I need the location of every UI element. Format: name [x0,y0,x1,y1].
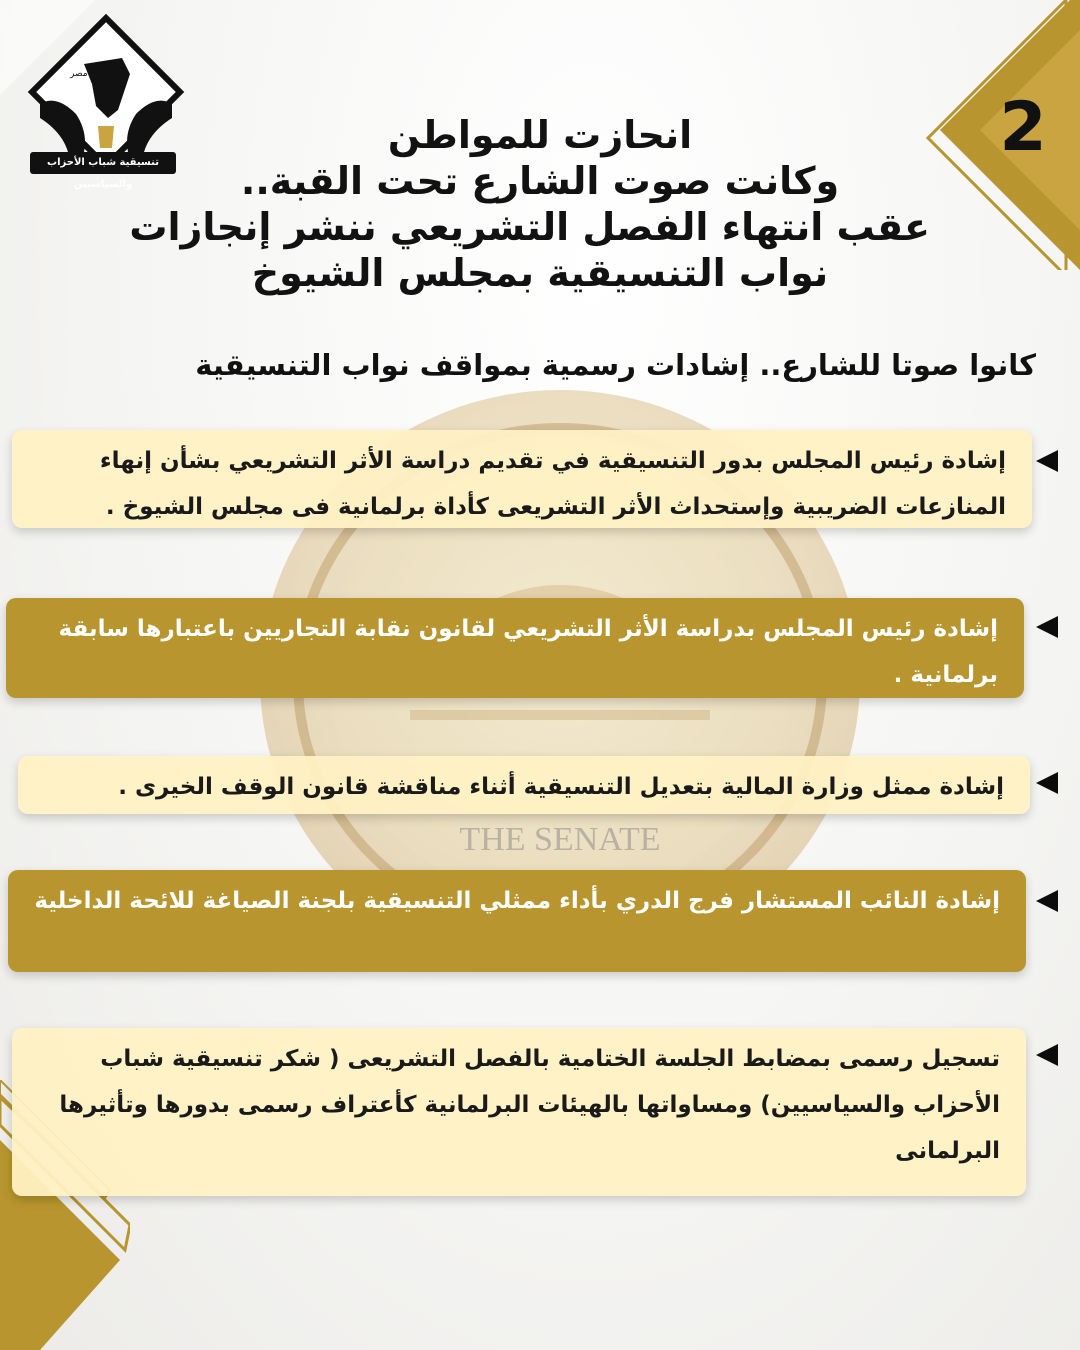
list-item-card [8,870,1026,972]
arrow-bullet-icon [1036,450,1058,472]
arrow-bullet-icon [1036,616,1058,638]
arrow-bullet-icon [1036,772,1058,794]
arrow-bullet-icon [1036,890,1058,912]
list-item-text: إشادة النائب المستشار فرج الدري بأداء ممثلي التنسيقية بلجنة الصياغة للائحة الداخلية [34,888,1000,914]
headline-line: انحازت للمواطن [387,113,693,157]
eagle-emblem-icon [98,126,114,148]
seal-text: THE SENATE [459,821,661,858]
list-item-text: إشادة رئيس المجلس بدور التنسيقية في تقديم دراسة الأثر التشريعي بشأن إنهاء المنازعات الضريبية وإستحداث الأثر التشريعى كأداة برلمانية فى مجلس الشيوخ . [99,448,1006,520]
page-number-badge: 2 [999,88,1047,167]
list-item-card [6,598,1024,698]
headline [129,112,930,296]
list-item-text: إشادة ممثل وزارة المالية بتعديل التنسيقية أثناء مناقشة قانون الوقف الخيرى . [118,774,1004,800]
headline-line: عقب انتهاء الفصل التشريعي ننشر إنجازات [129,205,930,249]
arrow-bullet-icon [1036,1044,1058,1066]
list-item-text: تسجيل رسمى بمضابط الجلسة الختامية بالفصل التشريعى ( شكر تنسيقية شباب الأحزاب والسياسيين) ومساواتها بالهيئات البرلمانية كأعتراف رسمى بدورها وتأثيرها البرلمانى [59,1046,1000,1164]
headline-line: نواب التنسيقية بمجلس الشيوخ [251,251,829,295]
svg-text:مصر: مصر [70,69,88,79]
list-item-card [12,1028,1026,1196]
list-item-text: إشادة رئيس المجلس بدراسة الأثر التشريعي لقانون نقابة التجاريين باعتبارها سابقة برلمانية . [58,616,998,688]
logo-caption: تنسيقية شباب الأحزاب والسياسيين [30,152,176,174]
list-item-card [12,430,1032,528]
headline-line: وكانت صوت الشارع تحت القبة.. [240,159,840,203]
section-subtitle: كانوا صوتا للشارع.. إشادات رسمية بمواقف نواب التنسيقية [195,348,1036,382]
list-item-card [18,756,1030,814]
